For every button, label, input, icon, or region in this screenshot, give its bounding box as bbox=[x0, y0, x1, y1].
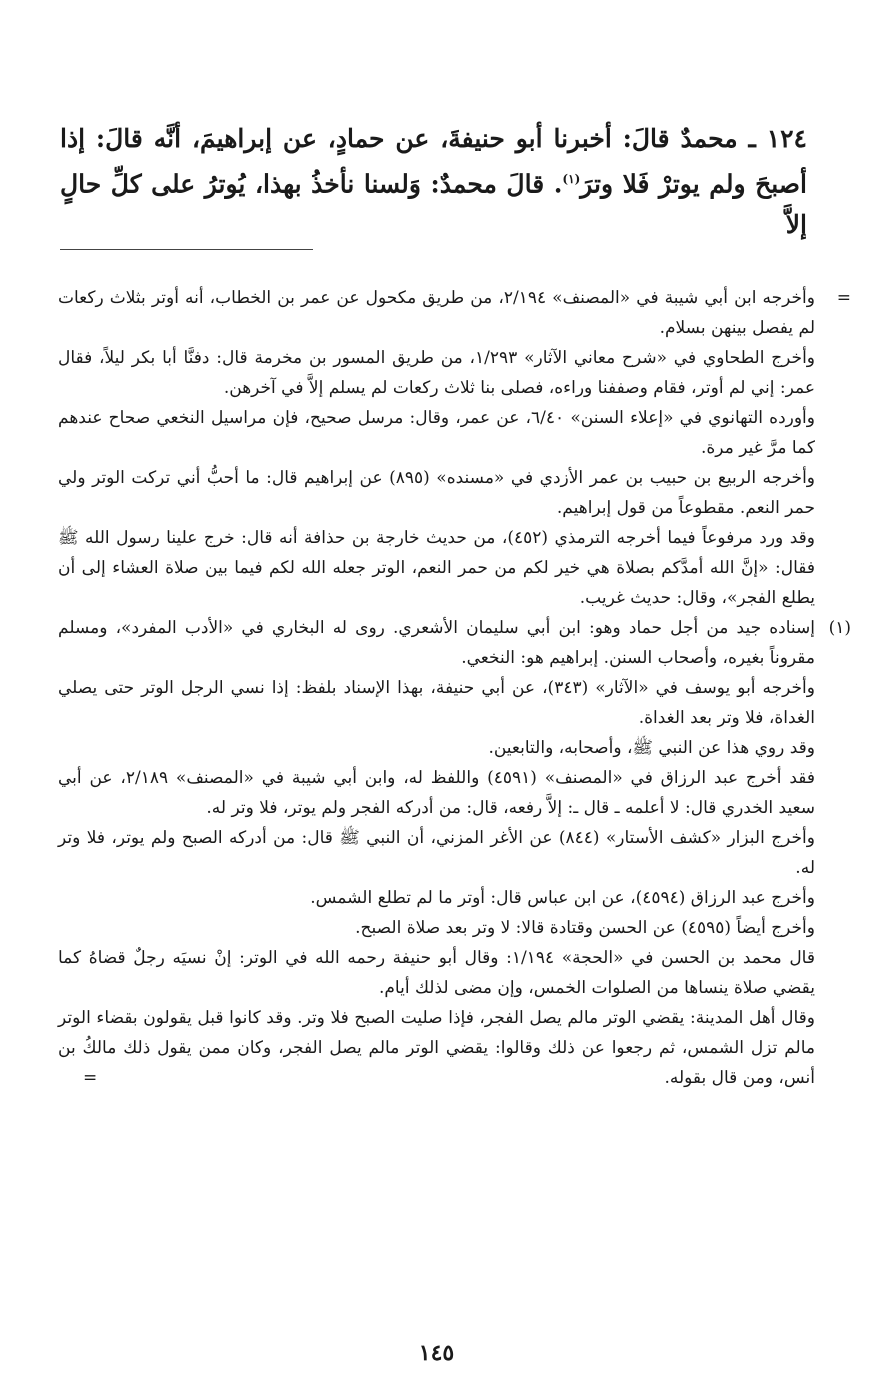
main-line-2-part-2: . قالَ محمدٌ: وَلسنا نأخذُ بهذا، يُوترُ على كلِّ حالٍ إلاَّ bbox=[60, 169, 807, 240]
main-line-1-text: ١٢٤ ـ محمدٌ قالَ: أخبرنا أبو حنيفةَ، عن حمادٍ، عن إبراهيمَ، أنَّه قالَ: إذا bbox=[60, 124, 807, 153]
main-line-2-part-1: أصبحَ ولم يوترْ فَلا وترَ bbox=[580, 169, 807, 199]
footnote-separator bbox=[60, 249, 313, 250]
footnote-paragraph: وأخرج الطحاوي في «شرح معاني الآثار» ١/٢٩٣، من طريق المسور بن مخرمة قال: دفنَّا أبا بكر ليلاً، فقال عمر: إني لم أوتر، فقام وصففنا وراءه، فصلى بنا ثلاث ركعات لم يسلم إلاَّ في آخرهن. bbox=[58, 348, 816, 398]
footnote-paragraph: وقد ورد مرفوعاً فيما أخرجه الترمذي (٤٥٢)، من حديث خارجة بن حذافة أنه قال: خرج علينا رسول الله ﷺ فقال: «إنَّ الله أمدَّكم بصلاة هي خير لكم من حمر النعم، الوتر جعله الله لكم فيما بين صلاة العشاء إلى أن يطلع الفجر»، وقال: حديث غريب. bbox=[58, 528, 815, 608]
footnote-paragraph: قال محمد بن الحسن في «الحجة» ١/١٩٤: وقال أبو حنيفة رحمه الله في الوتر: إنْ نسيَه رجلٌ قضاهُ كما يقضي صلاة ينساها من الصلوات الخمس، وإن مضى لذلك أيام. bbox=[58, 948, 815, 998]
footnote-paragraph: وأخرجه أبو يوسف في «الآثار» (٣٤٣)، عن أبي حنيفة، بهذا الإسناد بلفظ: إذا نسي الرجل الوتر حتى يصلي الغداة، فلا وتر بعد الغداة. bbox=[58, 678, 815, 728]
main-text-line-2 bbox=[60, 159, 807, 245]
footnote-paragraph: وقد روي هذا عن النبي ﷺ، وأصحابه، والتابعين. bbox=[488, 738, 815, 758]
footnote-paragraph: وأخرج عبد الرزاق (٤٥٩٤)، عن ابن عباس قال: أوتر ما لم تطلع الشمس. bbox=[310, 888, 815, 908]
page-number: ١٤٥ bbox=[418, 1340, 455, 1366]
footnote-paragraph: = وأخرجه ابن أبي شيبة في «المصنف» ٢/١٩٤، من طريق مكحول عن عمر بن الخطاب، أنه أوتر بثلاث ركعات لم يفصل بينهن بسلام. bbox=[58, 283, 815, 343]
continuation-marker: = bbox=[836, 288, 851, 308]
continuation-end-marker: = bbox=[83, 1068, 98, 1088]
main-text bbox=[60, 118, 807, 245]
footnote-1-paragraph: (١) إسناده جيد من أجل حماد وهو: ابن أبي سليمان الأشعري. روى له البخاري في «الأدب المفرد»، ومسلم مقروناً بغيره، وأصحاب السنن. إبراهيم هو: النخعي. bbox=[58, 613, 815, 673]
footnote-paragraph: وأخرجه الربيع بن حبيب بن عمر الأزدي في «مسنده» (٨٩٥) عن إبراهيم قال: ما أحبُّ أني تركت الوتر ولي حمر النعم. مقطوعاً من قول إبراهيم. bbox=[58, 468, 815, 518]
footnote-ref: (١) bbox=[562, 172, 581, 186]
footnote-paragraph: وقال أهل المدينة: يقضي الوتر مالم يصل الفجر، فإذا صليت الصبح فلا وتر. وقد كانوا قبل يقولون بقضاء الوتر مالم تزل الشمس، ثم رجعوا عن ذلك وقالوا: يقضي الوتر مالم يصل الفجر، وكان ممن يقول ذلك مالكُ بن أنس، ومن قال بقوله. = bbox=[58, 1003, 815, 1093]
footnote-paragraph: فقد أخرج عبد الرزاق في «المصنف» (٤٥٩١) واللفظ له، وابن أبي شيبة في «المصنف» ٢/١٨٩، عن أبي سعيد الخدري قال: لا أعلمه ـ قال ـ: إلاَّ رفعه، قال: من أدركه الفجر ولم يوتر، فلا وتر له. bbox=[58, 768, 815, 818]
footnote-paragraph: وأخرج أيضاً (٤٥٩٥) عن الحسن وقتادة قالا: لا وتر بعد صلاة الصبح. bbox=[355, 918, 815, 938]
footnote-paragraph: وأخرج البزار «كشف الأستار» (٨٤٤) عن الأغر المزني، أن النبي ﷺ قال: من أدركه الصبح ولم يوتر، فلا وتر له. bbox=[58, 828, 815, 878]
footnotes bbox=[58, 283, 851, 1093]
footnote-paragraph: وأورده التهانوي في «إعلاء السنن» ٦/٤٠، عن عمر، وقال: مرسل صحيح، فإن مراسيل النخعي صحاح عندهم كما مرَّ غير مرة. bbox=[58, 408, 815, 458]
main-text-line-1 bbox=[60, 118, 807, 159]
footnote-1-marker: (١) bbox=[828, 618, 851, 638]
